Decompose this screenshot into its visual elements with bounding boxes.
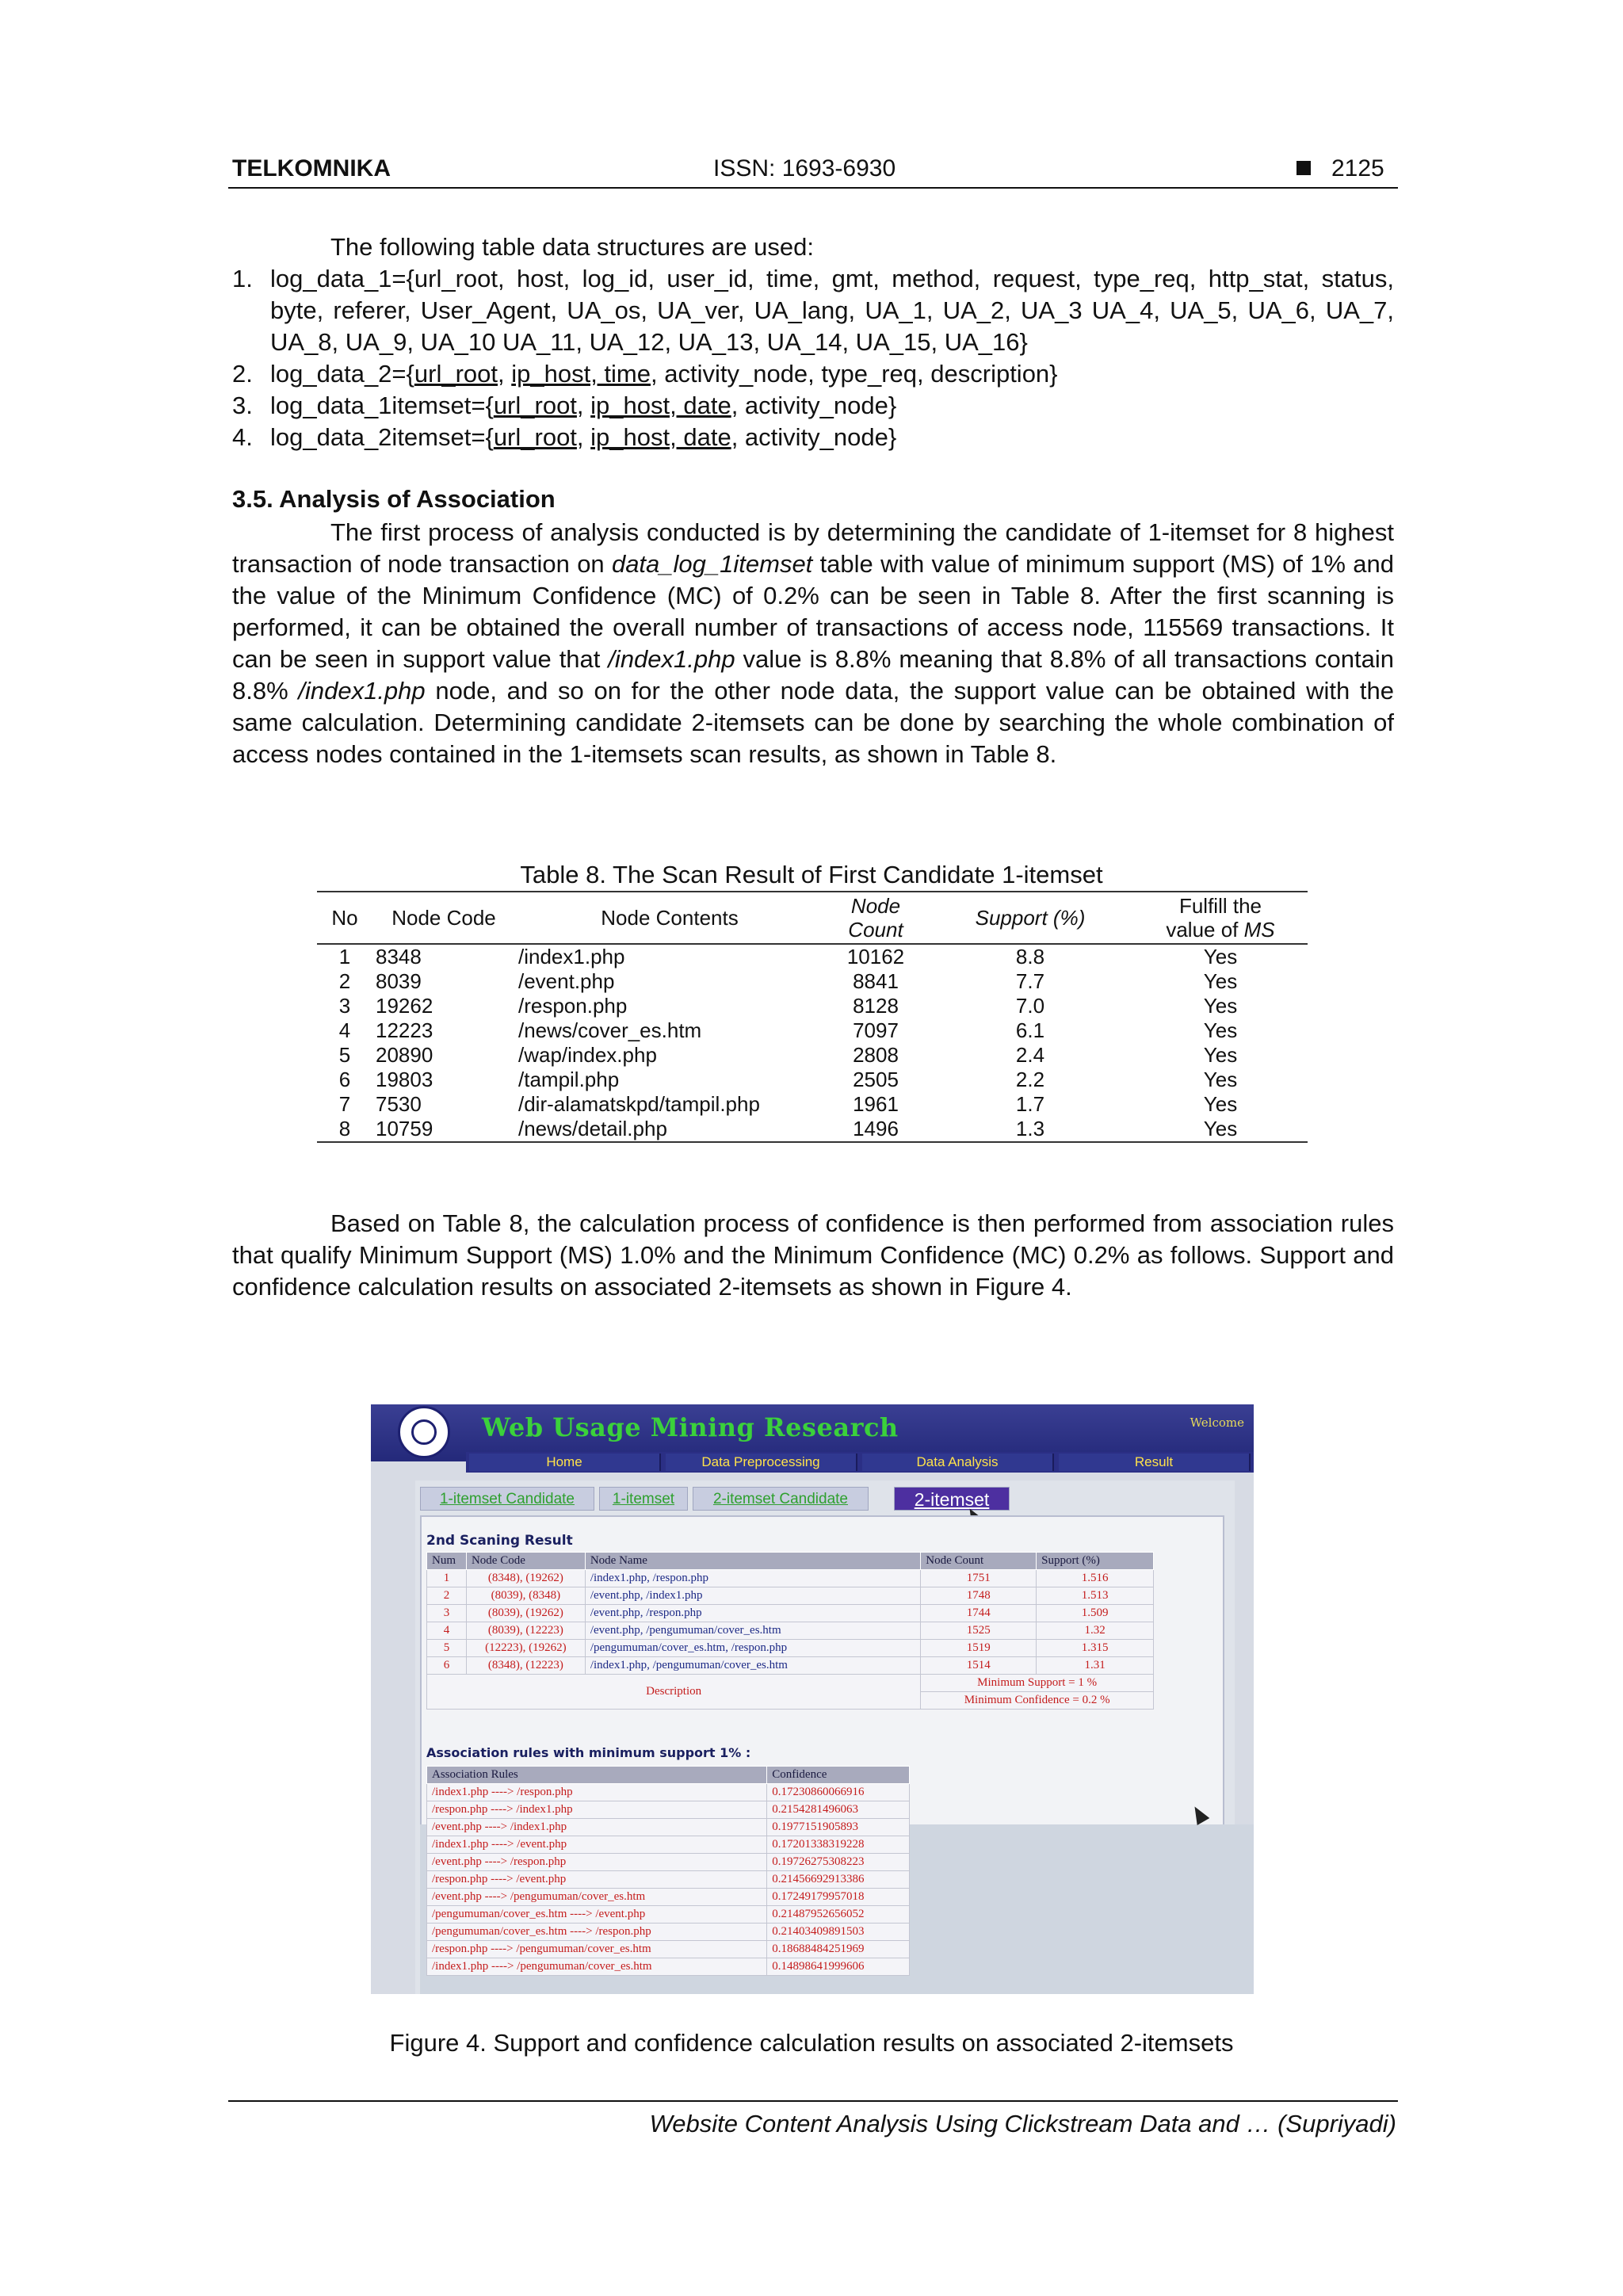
rule-row (427, 1836, 910, 1854)
section-heading: 3.5. Analysis of Association (232, 485, 556, 513)
scan-cell-support: 1.509 (1037, 1605, 1154, 1622)
scan-cell-code: (8039), (19262) (466, 1605, 585, 1622)
rules-header-row: Association Rules Confidence (427, 1767, 910, 1784)
scan-cell-support: 1.315 (1037, 1640, 1154, 1657)
scan-cell-num: 2 (427, 1587, 467, 1605)
table-row (317, 1117, 1308, 1142)
list-item: 1. log_data_1={url_root, host, log_id, user_id, time, gmt, method, request, type_req, http_stat, status, byte, referer, User_Agent, UA_os, UA_ver, UA_lang, UA_1, UA_2, UA_3 UA_4, UA_5, UA_6, UA_7, UA_8, UA_9, UA_10 UA_11, UA_12, UA_13, UA_14, UA_15, UA_16} (232, 265, 1394, 356)
rule-cell-rule: /event.php ----> /pengumuman/cover_es.htm (427, 1889, 767, 1906)
cell-fulfill: Yes (1203, 994, 1238, 1018)
app-title: Web Usage Mining Research (482, 1412, 899, 1442)
list-item: 4. log_data_2itemset={url_root, ip_host, date, activity_node} (232, 423, 897, 451)
scan-result-table (426, 1552, 1154, 1710)
rule-cell-rule: /event.php ----> /respon.php (427, 1854, 767, 1871)
scan-cell-code: (8348), (12223) (466, 1657, 585, 1675)
rule-row (427, 1871, 910, 1889)
cell-count: 7097 (853, 1018, 899, 1042)
rule-cell-rule: /respon.php ----> /pengumuman/cover_es.htm (427, 1941, 767, 1958)
cell-code: 10759 (372, 1117, 515, 1142)
cell-no: 4 (338, 1018, 351, 1042)
cell-code: 12223 (376, 1018, 433, 1042)
scan-cell-support: 1.513 (1037, 1587, 1154, 1605)
cell-contents: /news/cover_es.htm (518, 1018, 702, 1042)
description-row: Description Minimum Support = 1 % (427, 1675, 1154, 1692)
cell-count: 1496 (824, 1117, 927, 1142)
cell-fulfill: Yes (1203, 1043, 1238, 1067)
cell-contents: /event.php (518, 969, 615, 993)
rule-row (427, 1801, 910, 1819)
cell-contents: /wap/index.php (518, 1043, 657, 1067)
tab-1-itemset[interactable]: 1-itemset (599, 1487, 688, 1511)
association-rules-table (426, 1766, 910, 1976)
structure-list (232, 263, 1394, 453)
rule-cell-confidence: 0.17201338319228 (767, 1836, 910, 1854)
scan-cell-num: 4 (427, 1622, 467, 1640)
cell-fulfill: Yes (1203, 1068, 1238, 1091)
table-row (317, 1092, 1308, 1117)
cell-contents: /tampil.php (518, 1068, 620, 1091)
scan-row (427, 1640, 1154, 1657)
header-fulfill: Fulfill the value of MS (1133, 892, 1308, 944)
table-header-row (317, 892, 1308, 944)
cell-code: 8039 (376, 969, 422, 993)
nav-home[interactable]: Home (469, 1454, 661, 1471)
cell-contents: /dir-alamatskpd/tampil.php (518, 1092, 760, 1116)
scan-cell-code: (8039), (8348) (466, 1587, 585, 1605)
cell-no: 7 (338, 1092, 351, 1116)
cell-count: 8841 (853, 969, 899, 993)
cell-fulfill: Yes (1203, 945, 1238, 968)
scan-cell-count: 1519 (921, 1640, 1037, 1657)
cell-count: 1961 (853, 1092, 899, 1116)
tab-2-itemset-candidate[interactable]: 2-itemset Candidate (693, 1487, 869, 1511)
page-number-block (1296, 155, 1384, 182)
cell-contents: /news/detail.php (515, 1117, 824, 1142)
rule-cell-confidence: 0.17249179957018 (767, 1889, 910, 1906)
scan-cell-name: /event.php, /respon.php (585, 1605, 920, 1622)
scan-cell-name: /event.php, /index1.php (585, 1587, 920, 1605)
cell-code: 8348 (376, 945, 422, 968)
cell-contents: /respon.php (518, 994, 628, 1018)
scan-cell-support: 1.31 (1037, 1657, 1154, 1675)
intro-text: The following table data structures are used: (330, 233, 815, 261)
table-row (317, 944, 1308, 969)
cell-support: 7.0 (1015, 994, 1045, 1018)
cell-code: 7530 (376, 1092, 422, 1116)
cell-code: 20890 (376, 1043, 433, 1067)
rule-cell-confidence: 0.1977151905893 (767, 1819, 910, 1836)
scan-cell-count: 1751 (921, 1570, 1037, 1587)
rule-cell-confidence: 0.17230860066916 (767, 1784, 910, 1801)
issn: ISSN: 1693-6930 (713, 155, 896, 181)
table-row (317, 1043, 1308, 1068)
analysis-paragraph: The first process of analysis conducted is by determining the candidate of 1-itemset for 8 highest transaction of node transaction on data_log_1itemset table with value of minimum support (MS) of 1% and the value of the Minimum Confidence (MC) of 0.2% can be seen in Table 8. After the first scanning is performed, it can be obtained the overall number of transactions of access node, 115569 transactions. It can be seen in support value that /index1.php value is 8.8% meaning that 8.8% of all transactions contain 8.8% /index1.php node, and so on for the other node data, the support value can be obtained with the same calculation. Determining candidate 2-itemsets can be done by searching the whole combination of access nodes contained in the 1-itemsets scan results, as shown in Table 8. (232, 518, 1394, 768)
rule-row (427, 1889, 910, 1906)
cell-count: 2505 (853, 1068, 899, 1091)
cell-support: 6.1 (1015, 1018, 1045, 1042)
confidence-paragraph: Based on Table 8, the calculation process of confidence is then performed from association rules that qualify Minimum Support (MS) 1.0% and the Minimum Confidence (MC) 0.2% as follows. Support and confidence calculation results on associated 2-itemsets as shown in Figure 4. (232, 1209, 1394, 1301)
footer-rule (228, 2100, 1398, 2102)
rule-row (427, 1958, 910, 1976)
rule-cell-rule: /pengumuman/cover_es.htm ----> /respon.php (427, 1924, 767, 1941)
header-support: Support (%) (927, 892, 1133, 944)
university-logo-icon (398, 1406, 450, 1458)
scan-cell-count: 1744 (921, 1605, 1037, 1622)
cell-support: 2.2 (1015, 1068, 1045, 1091)
header-node-count: Node Count (824, 892, 927, 944)
scan-header-row: Num Node Code Node Name Node Count Support (%) (427, 1553, 1154, 1570)
table-row (317, 994, 1308, 1018)
tab-2-itemset[interactable]: 2-itemset (894, 1487, 1010, 1511)
rule-cell-rule: /index1.php ----> /respon.php (427, 1784, 767, 1801)
table-row (317, 969, 1308, 994)
journal-name: TELKOMNIKA (232, 155, 391, 181)
cell-no: 5 (338, 1043, 351, 1067)
scan-cell-num: 6 (427, 1657, 467, 1675)
cell-no: 3 (338, 994, 351, 1018)
scan-row (427, 1622, 1154, 1640)
scan-cell-name: /index1.php, /respon.php (585, 1570, 920, 1587)
rule-row (427, 1906, 910, 1924)
cell-code: 19803 (376, 1068, 433, 1091)
tab-1-itemset-candidate[interactable]: 1-itemset Candidate (420, 1487, 594, 1511)
cell-count: 8128 (853, 994, 899, 1018)
table-row (317, 1018, 1308, 1043)
rule-cell-confidence: 0.14898641999606 (767, 1958, 910, 1976)
scan-cell-name: /event.php, /pengumuman/cover_es.htm (585, 1622, 920, 1640)
scan-cell-code: (8039), (12223) (466, 1622, 585, 1640)
nav-data-preprocessing[interactable]: Data Preprocessing (666, 1454, 857, 1471)
figure-caption: Figure 4. Support and confidence calculation results on associated 2-itemsets (389, 2029, 1234, 2057)
scan-cell-count: 1514 (921, 1657, 1037, 1675)
rule-cell-confidence: 0.21403409891503 (767, 1924, 910, 1941)
welcome-text: Welcome (1190, 1415, 1244, 1430)
rule-cell-confidence: 0.19726275308223 (767, 1854, 910, 1871)
cell-support: 2.4 (1015, 1043, 1045, 1067)
cell-no: 1 (338, 945, 351, 968)
header-node-contents: Node Contents (515, 892, 824, 944)
cell-count: 10162 (846, 945, 905, 968)
scan-cell-name: /pengumuman/cover_es.htm, /respon.php (585, 1640, 920, 1657)
nav-data-analysis[interactable]: Data Analysis (862, 1454, 1054, 1471)
rule-cell-confidence: 0.21456692913386 (767, 1871, 910, 1889)
scan-cell-num: 1 (427, 1570, 467, 1587)
scan-row (427, 1605, 1154, 1622)
scan-cell-code: (12223), (19262) (466, 1640, 585, 1657)
scan-cell-support: 1.516 (1037, 1570, 1154, 1587)
scan-row (427, 1570, 1154, 1587)
nav-result[interactable]: Result (1059, 1454, 1251, 1471)
cell-contents: /index1.php (518, 945, 625, 968)
table-row (317, 1068, 1308, 1092)
cell-support: 1.3 (927, 1117, 1133, 1142)
scan-cell-name: /index1.php, /pengumuman/cover_es.htm (585, 1657, 920, 1675)
rule-cell-confidence: 0.18688484251969 (767, 1941, 910, 1958)
rule-row (427, 1784, 910, 1801)
rule-cell-confidence: 0.21487952656052 (767, 1906, 910, 1924)
figure-screenshot (371, 1404, 1254, 1994)
running-footer: Website Content Analysis Using Clickstream Data and … (Supriyadi) (649, 2110, 1396, 2137)
rule-cell-rule: /respon.php ----> /index1.php (427, 1801, 767, 1819)
list-item: 2. log_data_2={url_root, ip_host, time, activity_node, type_req, description} (232, 360, 1058, 388)
rule-cell-confidence: 0.2154281496063 (767, 1801, 910, 1819)
cell-support: 1.7 (1015, 1092, 1045, 1116)
header-rule (228, 187, 1398, 189)
rule-cell-rule: /index1.php ----> /pengumuman/cover_es.htm (427, 1958, 767, 1976)
rule-cell-rule: /event.php ----> /index1.php (427, 1819, 767, 1836)
scan-cell-num: 3 (427, 1605, 467, 1622)
rule-cell-rule: /index1.php ----> /event.php (427, 1836, 767, 1854)
table-8 (317, 891, 1308, 1143)
scan-cell-num: 5 (427, 1640, 467, 1657)
scan-result-title: 2nd Scaning Result (426, 1533, 573, 1549)
cell-no: 6 (338, 1068, 351, 1091)
scan-row (427, 1657, 1154, 1675)
cell-support: 8.8 (1015, 945, 1045, 968)
scan-cell-support: 1.32 (1037, 1622, 1154, 1640)
cell-no: 2 (338, 969, 351, 993)
list-item: 3. log_data_1itemset={url_root, ip_host, date, activity_node} (232, 392, 897, 419)
scan-cell-count: 1525 (921, 1622, 1037, 1640)
rule-cell-rule: /respon.php ----> /event.php (427, 1871, 767, 1889)
rule-row (427, 1941, 910, 1958)
cell-count: 2808 (853, 1043, 899, 1067)
page-number: 2125 (1331, 155, 1384, 181)
cell-code: 19262 (376, 994, 433, 1018)
scan-cell-count: 1748 (921, 1587, 1037, 1605)
cell-support: 7.7 (1015, 969, 1045, 993)
rule-row (427, 1819, 910, 1836)
cell-fulfill: Yes (1133, 1117, 1308, 1142)
header-no: No (317, 892, 372, 944)
cell-fulfill: Yes (1203, 1092, 1238, 1116)
rule-cell-rule: /pengumuman/cover_es.htm ----> /event.php (427, 1906, 767, 1924)
rules-title: Association rules with minimum support 1% : (426, 1745, 751, 1760)
cell-fulfill: Yes (1203, 1018, 1238, 1042)
scan-row (427, 1587, 1154, 1605)
rule-row (427, 1924, 910, 1941)
table-caption: Table 8. The Scan Result of First Candidate 1-itemset (520, 861, 1103, 888)
rule-row (427, 1854, 910, 1871)
cell-no: 8 (317, 1117, 372, 1142)
cell-fulfill: Yes (1203, 969, 1238, 993)
description-row: Minimum Confidence = 0.2 % (427, 1692, 1154, 1710)
header-node-code: Node Code (372, 892, 515, 944)
square-bullet-icon (1296, 161, 1311, 175)
scan-cell-code: (8348), (19262) (466, 1570, 585, 1587)
